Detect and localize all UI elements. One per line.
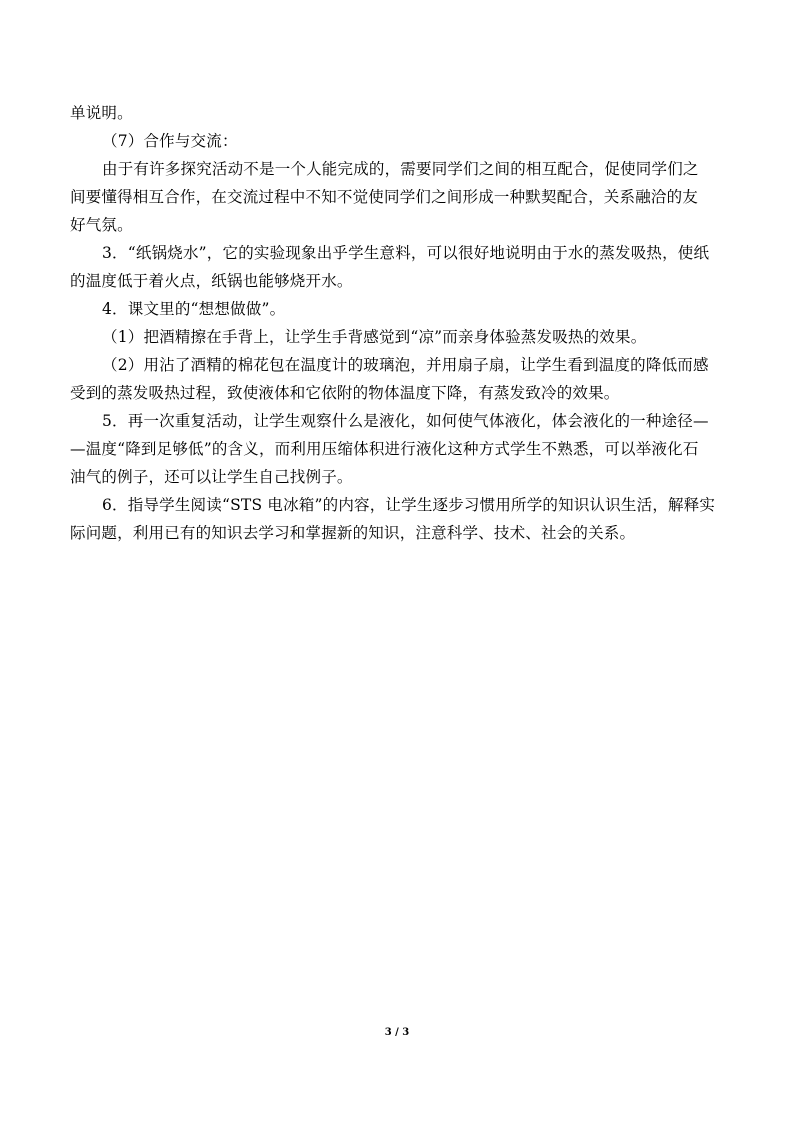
text-line: 单说明。 [70, 104, 133, 122]
text-line: 4．课文里的“想想做做”。 [102, 300, 286, 318]
text-line: —温度“降到足够低”的含义，而利用压缩体积进行液化这种方式学生不熟悉，可以举液化石 [70, 440, 699, 458]
text-line: 受到的蒸发吸热过程，致使液体和它依附的物体温度下降，有蒸发致冷的效果。 [70, 384, 620, 402]
text-line: （1）把酒精擦在手背上，让学生手背感觉到“凉”而亲身体验蒸发吸热的效果。 [102, 328, 647, 346]
text-line: 际问题，利用已有的知识去学习和掌握新的知识，注意科学、技术、社会的关系。 [70, 524, 636, 542]
text-line: 由于有许多探究活动不是一个人能完成的，需要同学们之间的相互配合，促使同学们之 [102, 160, 699, 178]
text-line: 间要懂得相互合作，在交流过程中不知不觉使同学们之间形成一种默契配合，关系融洽的友 [70, 188, 699, 206]
body-text [70, 99, 724, 547]
text-line: 5．再一次重复活动，让学生观察什么是液化，如何使气体液化，体会液化的一种途径— [102, 412, 709, 430]
section-heading: （7）合作与交流： [102, 132, 238, 150]
text-line: 好气氛。 [70, 216, 133, 234]
text-line: 的温度低于着火点，纸锅也能够烧开水。 [70, 272, 353, 290]
text-line: 油气的例子，还可以让学生自己找例子。 [70, 468, 353, 486]
text-line: 6．指导学生阅读“STS 电冰箱”的内容，让学生逐步习惯用所学的知识认识生活，解释实 [102, 496, 716, 514]
text-line: 3．“纸锅烧水”，它的实验现象出乎学生意料，可以很好地说明由于水的蒸发吸热，使纸 [102, 244, 710, 262]
page-number: 3 / 3 [384, 1027, 410, 1038]
text-line: （2）用沾了酒精的棉花包在温度计的玻璃泡，并用扇子扇，让学生看到温度的降低而感 [102, 356, 709, 374]
